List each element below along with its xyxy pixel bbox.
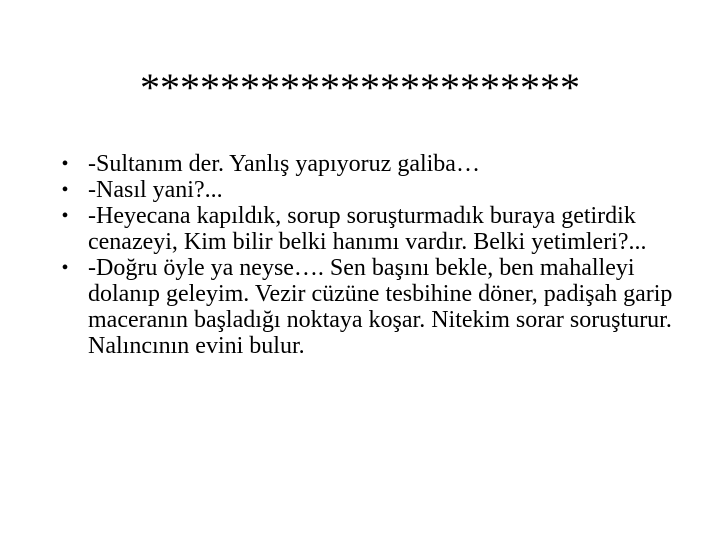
- bullet-text-3: -Heyecana kapıldık, sorup soruşturmadık buraya getirdik cenazeyi, Kim bilir belki hanımı vardır. Belki yetimleri?...: [88, 203, 647, 255]
- bullet-dot-icon: •: [61, 153, 69, 175]
- bullet-item-3: [58, 203, 678, 255]
- bullet-list: [58, 151, 678, 359]
- bullet-dot-icon: •: [61, 205, 69, 227]
- bullet-item-4: [58, 255, 678, 359]
- bullet-item-2: [58, 177, 678, 203]
- slide-title: **********************: [140, 65, 580, 110]
- bullet-dot-icon: •: [61, 257, 69, 279]
- bullet-dot-icon: •: [61, 179, 69, 201]
- bullet-text-1: -Sultanım der. Yanlış yapıyoruz galiba…: [88, 151, 480, 177]
- bullet-text-4: -Doğru öyle ya neyse…. Sen başını bekle, ben mahalleyi dolanıp geleyim. Vezir cüzüne tesbihine döner, padişah garip maceranın başladığı noktaya koşar. Nitekim sorar soruşturur. Nalıncının evini bulur.: [88, 255, 673, 359]
- bullet-text-2: -Nasıl yani?...: [88, 177, 223, 203]
- bullet-item-1: [58, 151, 678, 177]
